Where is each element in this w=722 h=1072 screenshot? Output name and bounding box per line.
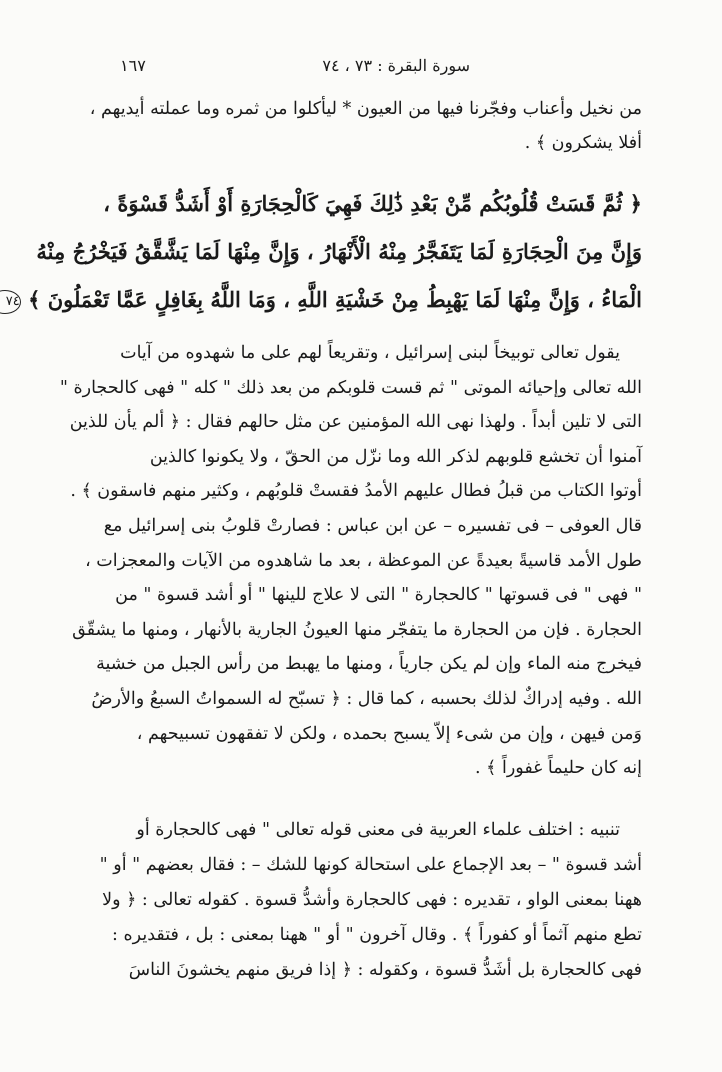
- text-line: الحجارة . فإن من الحجارة ما يتفجّر منها العيونُ الجارية بالأنهار ، ومنها ما يشقّق: [72, 619, 642, 640]
- text-line: تنبيه : اختلف علماء العربية فى معنى قوله تعالى " فهى كالحجارة أو: [136, 820, 620, 840]
- text-line: قال العوفى – فى تفسيره – عن ابن عباس : فصارتْ قلوبُ بنى إسرائيل مع: [103, 515, 642, 536]
- text-line: من نخيل وأعناب وفجّرنا فيها من العيون * ليأكلوا من ثمره وما عملته أيديهم ،: [89, 99, 642, 119]
- verse-text: الْمَاءُ ، وَإِنَّ مِنْهَا لَمَا يَهْبِطُ مِنْ خَشْيَةِ اللَّهِ ، وَمَا اللَّهُ بِغَافِلٍ عَمَّا تَعْمَلُونَ ﴾: [28, 287, 642, 312]
- verse-line: ﴿ ثُمَّ قَسَتْ قُلُوبُكُم مِّنْ بَعْدِ ذَٰلِكَ فَهِيَ كَالْحِجَارَةِ أَوْ أَشَدُّ قَسْوَةً ،: [103, 191, 642, 216]
- text-line: تطع منهم آثماً أو كفوراً ﴾ . وقال آخرون " أو " ههنا بمعنى : بل ، فتقديره :: [112, 925, 642, 945]
- text-line: آمنوا أن تخشع قلوبهم لذكر الله وما نزّل من الحقّ ، ولا يكونوا كالذين: [149, 446, 642, 467]
- text-line: يقول تعالى توبيخاً لبنى إسرائيل ، وتقريعاً لهم على ما شهدوه من آيات: [120, 343, 620, 363]
- text-line: أشد قسوة " – بعد الإجماع على استحالة كونها للشك – : فقال بعضهم " أو ": [99, 855, 642, 875]
- page-number: ١٦٧: [120, 56, 146, 75]
- text-line: " فهى " فى قسوتها " كالحجارة " التى لا علاج للينها " أو أشد قسوة " من: [115, 585, 642, 606]
- text-line: أفلا يشكرون ﴾ .: [524, 133, 642, 153]
- text-line: فيخرج منه الماء وإن لم يكن جارياً ، ومنها ما يهبط من رأس الجبل من خشية: [96, 654, 642, 675]
- text-line: الله تعالى وإحيائه الموتى " ثم قست قلوبكم من بعد ذلك " كله " فهى كالحجارة ": [59, 377, 642, 398]
- ayah-number-marker: ٧٤: [0, 290, 21, 314]
- verse-line: وَإِنَّ مِنَ الْحِجَارَةِ لَمَا يَتَفَجَّرُ مِنْهُ الْأَنْهَارُ ، وَإِنَّ مِنْهَا لَمَا يَشَّقَّقُ فَيَخْرُجُ مِنْهُ: [36, 239, 642, 264]
- text-line: إنه كان حليماً غفوراً ﴾ .: [475, 758, 642, 779]
- quran-verse: [5, 180, 642, 324]
- text-line: فهى كالحجارة بل أشَدُّ قسوة ، وكقوله : ﴿ إذا فريق منهم يخشونَ الناسَ: [128, 960, 642, 980]
- text-line: الله . وفيه إدراكٌ لذلك بحسبه ، كما قال : ﴿ تسبّح له السمواتُ السبعُ والأرضُ: [91, 688, 642, 709]
- page-header: [120, 52, 640, 80]
- continued-paragraph: [89, 92, 642, 160]
- note-paragraph: [99, 813, 642, 988]
- verse-line: [5, 276, 642, 324]
- commentary-paragraph: [59, 336, 642, 786]
- sura-reference: سورة البقرة : ٧٣ ، ٧٤: [322, 56, 470, 75]
- text-line: أوتوا الكتاب من قبلُ فطال عليهم الأمدُ فقستْ قلوبُهم ، وكثير منهم فاسقون ﴾ .: [70, 481, 642, 502]
- text-line: وَمن فيهن ، وإن من شىء إلاّ يسبح بحمده ، ولكن لا تفقهون تسبيحهم ،: [136, 723, 642, 744]
- text-line: التى لا تلين أبداً . ولهذا نهى الله المؤمنين عن مثل حالهم فقال : ﴿ ألم يأن للذين: [69, 412, 642, 433]
- text-line: ههنا بمعنى الواو ، تقديره : فهى كالحجارة وأشدُّ قسوة . كقوله تعالى : ﴿ ولا: [102, 890, 642, 910]
- text-line: طول الأمد قاسيةً بعيدةً عن الموعظة ، بعد ما شاهدوه من الآيات والمعجزات ،: [85, 550, 642, 571]
